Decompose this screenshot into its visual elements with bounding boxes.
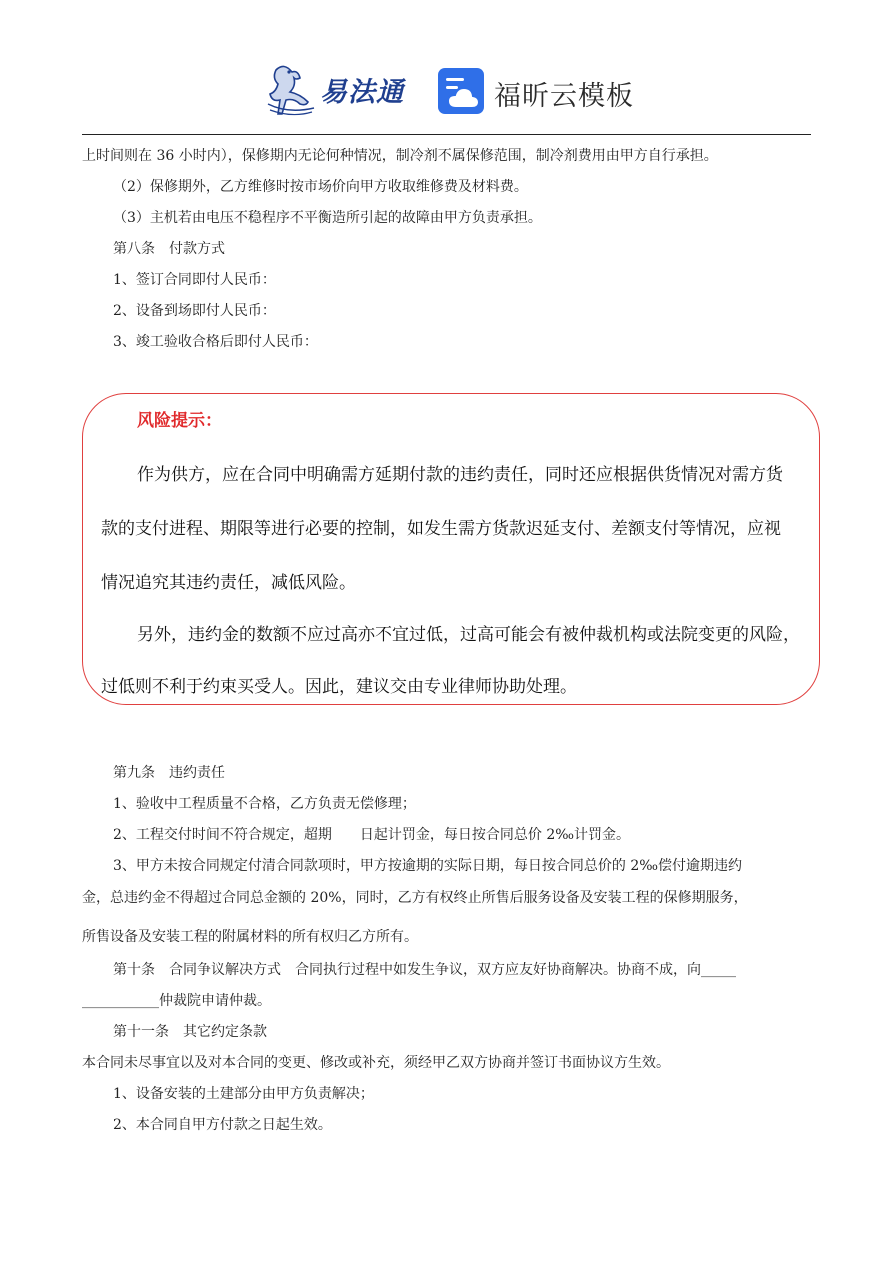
list-item: 2、设备到场即付人民币： bbox=[113, 303, 276, 319]
list-item: 1、设备安装的土建部分由甲方负责解决； bbox=[113, 1086, 374, 1102]
article-heading: 第十一条 其它约定条款 bbox=[113, 1024, 267, 1040]
cloud-document-icon bbox=[436, 66, 486, 116]
list-item: 3、竣工验收合格后即付人民币： bbox=[113, 334, 318, 350]
paragraph-line: （2）保修期外，乙方维修时按市场价向甲方收取维修费及材料费。 bbox=[113, 179, 528, 195]
foxit-template-logo bbox=[436, 64, 646, 120]
list-item: 3、甲方未按合同规定付清合同款项时，甲方按逾期的实际日期，每日按合同总价的 2‰偿付逾期违约 bbox=[113, 858, 743, 874]
list-item: 2、本合同自甲方付款之日起生效。 bbox=[113, 1117, 332, 1133]
list-item: 1、签订合同即付人民币： bbox=[113, 272, 276, 288]
risk-notice-line: 情况追究其违约责任，减低风险。 bbox=[101, 573, 356, 593]
paragraph-line: ___________仲裁院申请仲裁。 bbox=[82, 993, 271, 1009]
article-heading: 第十条 合同争议解决方式 合同执行过程中如发生争议，双方应友好协商解决。协商不成，向_____ bbox=[113, 962, 736, 978]
risk-notice-line: 作为供方，应在合同中明确需方延期付款的违约责任，同时还应根据供货情况对需方货 bbox=[137, 465, 783, 485]
paragraph-line: 本合同未尽事宜以及对本合同的变更、修改或补充，须经甲乙双方协商并签订书面协议方生效。 bbox=[82, 1055, 670, 1071]
risk-notice-box bbox=[82, 393, 820, 705]
risk-notice-line: 另外，违约金的数额不应过高亦不宜过低，过高可能会有被仲裁机构或法院变更的风险， bbox=[137, 625, 800, 645]
paragraph-line: 上时间则在 36 小时内），保修期内无论何种情况，制冷剂不属保修范围，制冷剂费用由甲方自行承担。 bbox=[82, 148, 718, 164]
yifatong-logo bbox=[262, 60, 422, 120]
risk-notice-title: 风险提示： bbox=[137, 411, 222, 431]
article-heading: 第九条 违约责任 bbox=[113, 765, 225, 781]
paragraph-line: 所售设备及安装工程的附属材料的所有权归乙方所有。 bbox=[82, 929, 418, 945]
paragraph-line: （3）主机若由电压不稳程序不平衡造所引起的故障由甲方负责承担。 bbox=[113, 210, 542, 226]
logo1-text: 易法通 bbox=[320, 77, 404, 108]
header-divider bbox=[82, 134, 811, 135]
header bbox=[0, 56, 893, 126]
horse-emblem-icon bbox=[262, 60, 322, 120]
logo2-text: 福昕云模板 bbox=[494, 81, 634, 112]
list-item: 1、验收中工程质量不合格，乙方负责无偿修理； bbox=[113, 796, 416, 812]
risk-notice-line: 款的支付进程、期限等进行必要的控制，如发生需方货款迟延支付、差额支付等情况，应视 bbox=[101, 519, 781, 539]
article-heading: 第八条 付款方式 bbox=[113, 241, 225, 257]
risk-notice-line: 过低则不利于约束买受人。因此，建议交由专业律师协助处理。 bbox=[101, 677, 577, 697]
paragraph-line: 金，总违约金不得超过合同总金额的 20%，同时，乙方有权终止所售后服务设备及安装工程的保修期服务， bbox=[82, 890, 748, 906]
list-item: 2、工程交付时间不符合规定，超期 日起计罚金，每日按合同总价 2‰计罚金。 bbox=[113, 827, 631, 843]
